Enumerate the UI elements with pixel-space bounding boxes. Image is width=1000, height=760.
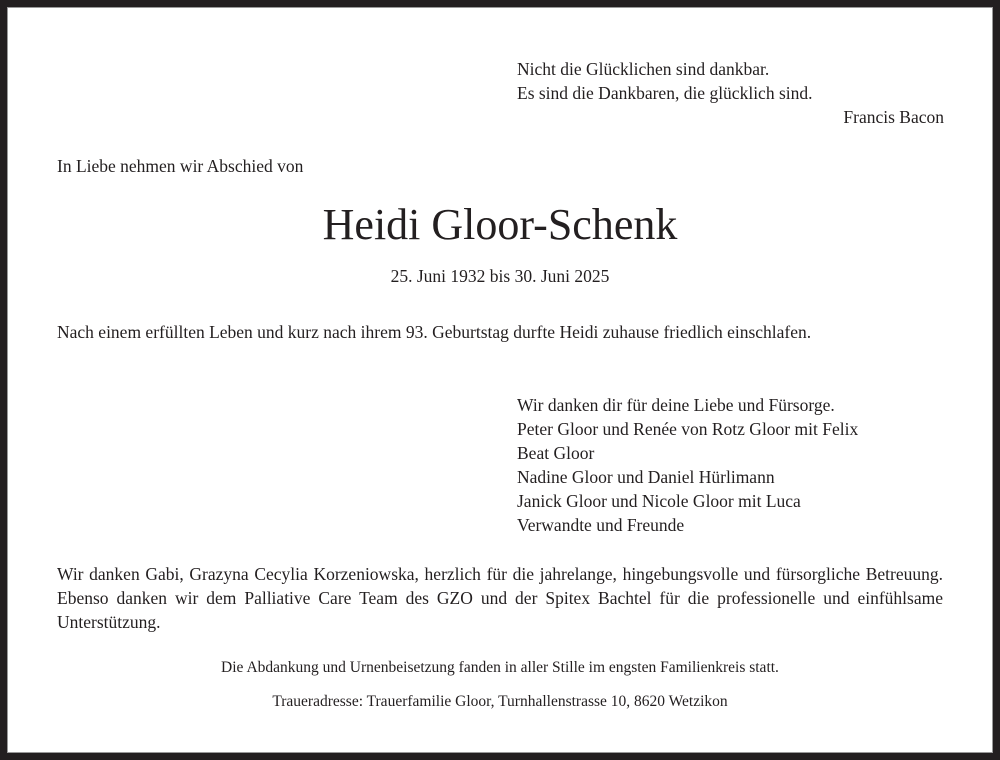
life-dates: 25. Juni 1932 bis 30. Juni 2025: [390, 266, 610, 286]
family-line: Nadine Gloor und Daniel Hürlimann: [517, 467, 775, 487]
family-line: Wir danken dir für deine Liebe und Fürsorge.: [517, 395, 835, 415]
obituary-notice: [7, 7, 993, 753]
mourning-address: Traueradresse: Trauerfamilie Gloor, Turnhallenstrasse 10, 8620 Wetzikon: [272, 693, 728, 710]
paragraph-passing: Nach einem erfüllten Leben und kurz nach ihrem 93. Geburtstag durfte Heidi zuhause friedlich einschlafen.: [57, 322, 812, 342]
ceremony-note: Die Abdankung und Urnenbeisetzung fanden in aller Stille im engsten Familienkreis statt.: [221, 659, 779, 676]
family-line: Peter Gloor und Renée von Rotz Gloor mit Felix: [517, 419, 859, 439]
quote-line: Nicht die Glücklichen sind dankbar.: [517, 59, 770, 79]
family-line: Verwandte und Freunde: [517, 515, 685, 535]
family-line: Beat Gloor: [517, 443, 595, 463]
deceased-name: Heidi Gloor-Schenk: [322, 200, 678, 249]
paragraph-thanks: Wir danken Gabi, Grazyna Cecylia Korzeniowska, herzlich für die jahrelange, hingebungsvolle und fürsorgliche Betreuung. Ebenso danken wir dem Palliative Care Team des GZO und der Spitex Bachtel für die professionelle und einfühlsame Unterstützung.: [57, 564, 943, 632]
quote: [517, 57, 944, 129]
quote-author: Francis Bacon: [843, 107, 944, 127]
intro-text: In Liebe nehmen wir Abschied von: [57, 156, 304, 176]
family-list: [517, 393, 858, 537]
family-line: Janick Gloor und Nicole Gloor mit Luca: [517, 491, 801, 511]
quote-line: Es sind die Dankbaren, die glücklich sind.: [517, 83, 813, 103]
